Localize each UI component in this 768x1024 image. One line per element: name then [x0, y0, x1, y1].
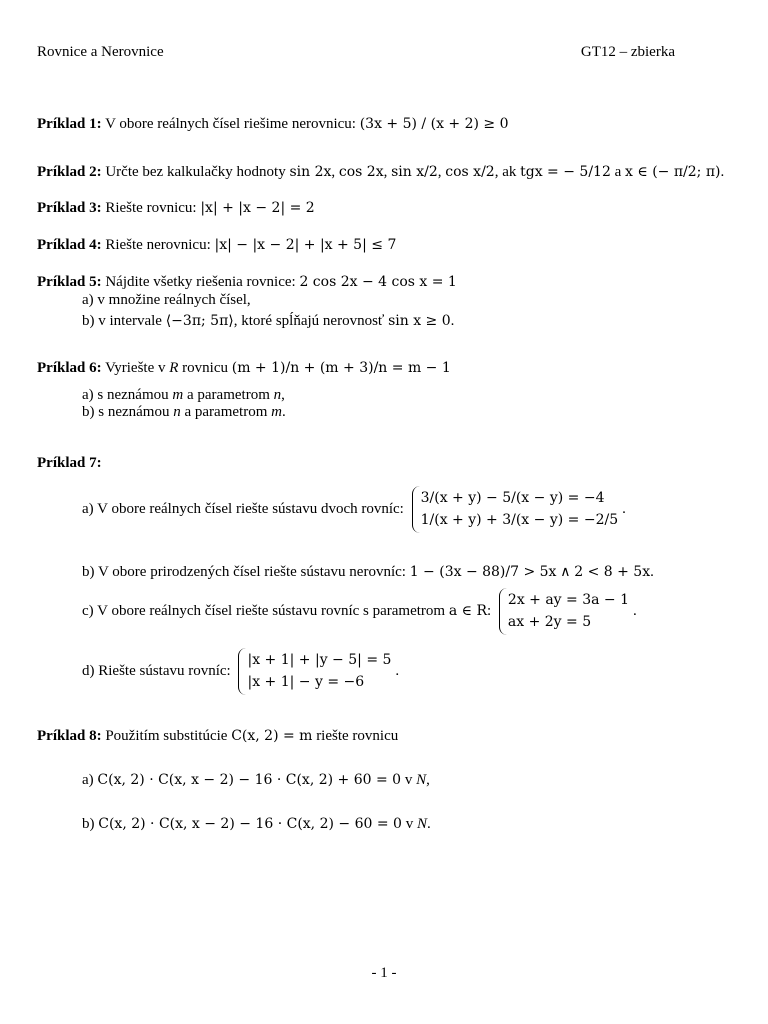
equation-system — [412, 486, 619, 533]
problem-8-part-b — [82, 815, 431, 834]
problem-5 — [37, 273, 457, 292]
problem-label: Príklad 3: — [37, 200, 102, 216]
equation-expression: |x| + |x − 2| = 2 — [200, 200, 315, 216]
part-text: b) s neznámou — [82, 404, 170, 420]
variable: n — [173, 404, 181, 420]
inequality-expression: (3x + 5) / (x + 2) ≥ 0 — [359, 116, 509, 132]
problem-label: Príklad 1: — [37, 116, 102, 132]
problem-7-part-d — [82, 648, 399, 695]
equation-expression: C(x, 2) · C(x, x − 2) − 16 · C(x, 2) + 60 = 0 — [97, 772, 402, 788]
part-text: a parametrom — [184, 404, 268, 420]
interval-expression: ⟨−3π; 5π⟩ — [165, 313, 234, 329]
expression-cos-2x: cos 2x — [338, 164, 384, 180]
problem-label: Príklad 8: — [37, 728, 102, 744]
equation-system — [499, 588, 629, 635]
problem-8-part-a — [82, 771, 430, 790]
problem-text: rovnicu — [182, 360, 228, 376]
problem-text: Použitím substitúcie — [105, 728, 228, 744]
condition-connector: , ak — [494, 164, 517, 180]
part-text: a) V obore reálnych čísel riešte sústavu dvoch rovníc: — [82, 500, 404, 517]
variable: m — [172, 387, 184, 403]
substitution-expression: C(x, 2) = m — [231, 728, 313, 744]
problem-text: Určte bez kalkulačky hodnoty — [105, 164, 286, 180]
part-text: c) V obore reálnych čísel riešte sústavu rovníc s parametrom — [82, 602, 446, 619]
problem-label: Príklad 6: — [37, 360, 102, 376]
parameter-condition: a ∈ R — [448, 602, 487, 619]
sentence-end: . — [426, 816, 431, 832]
separator: , — [331, 164, 336, 180]
problem-5-part-a: a) v množine reálnych čísel, — [82, 292, 251, 308]
system-equation-1: |x + 1| + |y − 5| = 5 — [247, 652, 392, 668]
equation-expression: 2 cos 2x − 4 cos x = 1 — [299, 274, 457, 290]
problem-label: Príklad 5: — [37, 274, 102, 290]
expression-sin-half-x: sin x/2 — [391, 164, 438, 180]
problem-text: riešte rovnicu — [316, 728, 399, 744]
problem-7-part-c — [82, 588, 637, 635]
part-text: , ktoré spĺňajú nerovnosť — [233, 313, 385, 329]
problem-3 — [37, 199, 315, 218]
problem-text: Nájdite všetky riešenia rovnice: — [105, 274, 296, 290]
in-word: v — [405, 816, 414, 832]
problem-6-part-a — [82, 386, 285, 405]
inequality-expression: sin x ≥ 0 — [388, 313, 451, 329]
colon: : — [486, 602, 492, 619]
sentence-end: , — [281, 387, 285, 403]
system-equation-2: |x + 1| − y = −6 — [247, 674, 365, 691]
parameter: m — [271, 404, 282, 420]
problem-8 — [37, 727, 398, 746]
problem-label: Príklad 2: — [37, 164, 102, 180]
header-title: Rovnice a Nerovnice — [37, 44, 164, 60]
conjunction-symbol: ∧ — [560, 564, 571, 580]
system-equation-2: 1/(x + y) + 3/(x − y) = −2/5 — [420, 512, 619, 529]
separator: , — [437, 164, 442, 180]
expression-sin-2x: sin 2x — [289, 164, 332, 180]
inequality-2: 2 < 8 + 5x — [574, 564, 651, 580]
set-symbol: N — [416, 816, 427, 832]
separator: , — [383, 164, 388, 180]
part-text: b) v intervale — [82, 313, 162, 329]
system-equation-1: 3/(x + y) − 5/(x − y) = −4 — [420, 490, 605, 506]
problem-label: Príklad 4: — [37, 237, 102, 253]
problem-5-part-b — [82, 312, 454, 331]
set-symbol: R — [169, 360, 179, 376]
part-label: b) — [82, 816, 95, 832]
problem-4 — [37, 236, 396, 255]
system-equation-1: 2x + ay = 3a − 1 — [507, 592, 630, 608]
sentence-end: , — [426, 772, 430, 788]
problem-label: Príklad 7: — [37, 455, 102, 471]
problem-text: Riešte nerovnicu: — [105, 237, 211, 253]
parameter: n — [273, 387, 282, 403]
problem-7-part-a — [82, 486, 626, 533]
system-equation-2: ax + 2y = 5 — [507, 614, 592, 631]
sentence-end: . — [395, 662, 400, 679]
part-text: a) s neznámou — [82, 387, 169, 403]
problem-text: Riešte rovnicu: — [105, 200, 197, 216]
inequality-1: 1 − (3x − 88)/7 > 5x — [409, 564, 557, 580]
expression-interval: x ∈ (− π/2; π) — [625, 164, 721, 180]
problem-7-part-b — [82, 563, 654, 582]
problem-7 — [37, 454, 102, 473]
part-text: a parametrom — [186, 387, 270, 403]
part-text: b) V obore prirodzených čísel riešte sústavu nerovníc: — [82, 564, 406, 580]
sentence-end: . — [633, 602, 637, 619]
conjunction-word: a — [614, 164, 622, 180]
equation-expression: C(x, 2) · C(x, x − 2) − 16 · C(x, 2) − 60 = 0 — [98, 816, 402, 832]
problem-6-part-b — [82, 403, 286, 422]
part-label: a) — [82, 772, 94, 788]
expression-tangent: tgx = − 5/12 — [520, 164, 611, 180]
problem-1 — [37, 115, 509, 134]
header-collection: GT12 – zbierka — [580, 44, 675, 60]
part-text: d) Riešte sústavu rovníc: — [82, 662, 231, 679]
expression-cos-half-x: cos x/2 — [445, 164, 495, 180]
problem-text: Vyriešte v — [105, 360, 166, 376]
sentence-end: . — [622, 500, 626, 517]
equation-expression: (m + 1)/n + (m + 3)/n = m − 1 — [231, 360, 451, 376]
equation-system — [238, 648, 391, 695]
sentence-end: . — [450, 313, 455, 329]
in-word: v — [404, 772, 413, 788]
sentence-end: . — [720, 164, 725, 180]
set-symbol: N — [416, 772, 427, 788]
problem-text: V obore reálnych čísel riešime nerovnicu: — [105, 116, 356, 132]
sentence-end: . — [281, 404, 286, 420]
problem-2 — [37, 163, 724, 182]
sentence-end: . — [650, 564, 654, 580]
problem-6 — [37, 359, 451, 378]
inequality-expression: |x| − |x − 2| + |x + 5| ≤ 7 — [214, 237, 397, 253]
page-number: - 1 - — [371, 965, 397, 981]
